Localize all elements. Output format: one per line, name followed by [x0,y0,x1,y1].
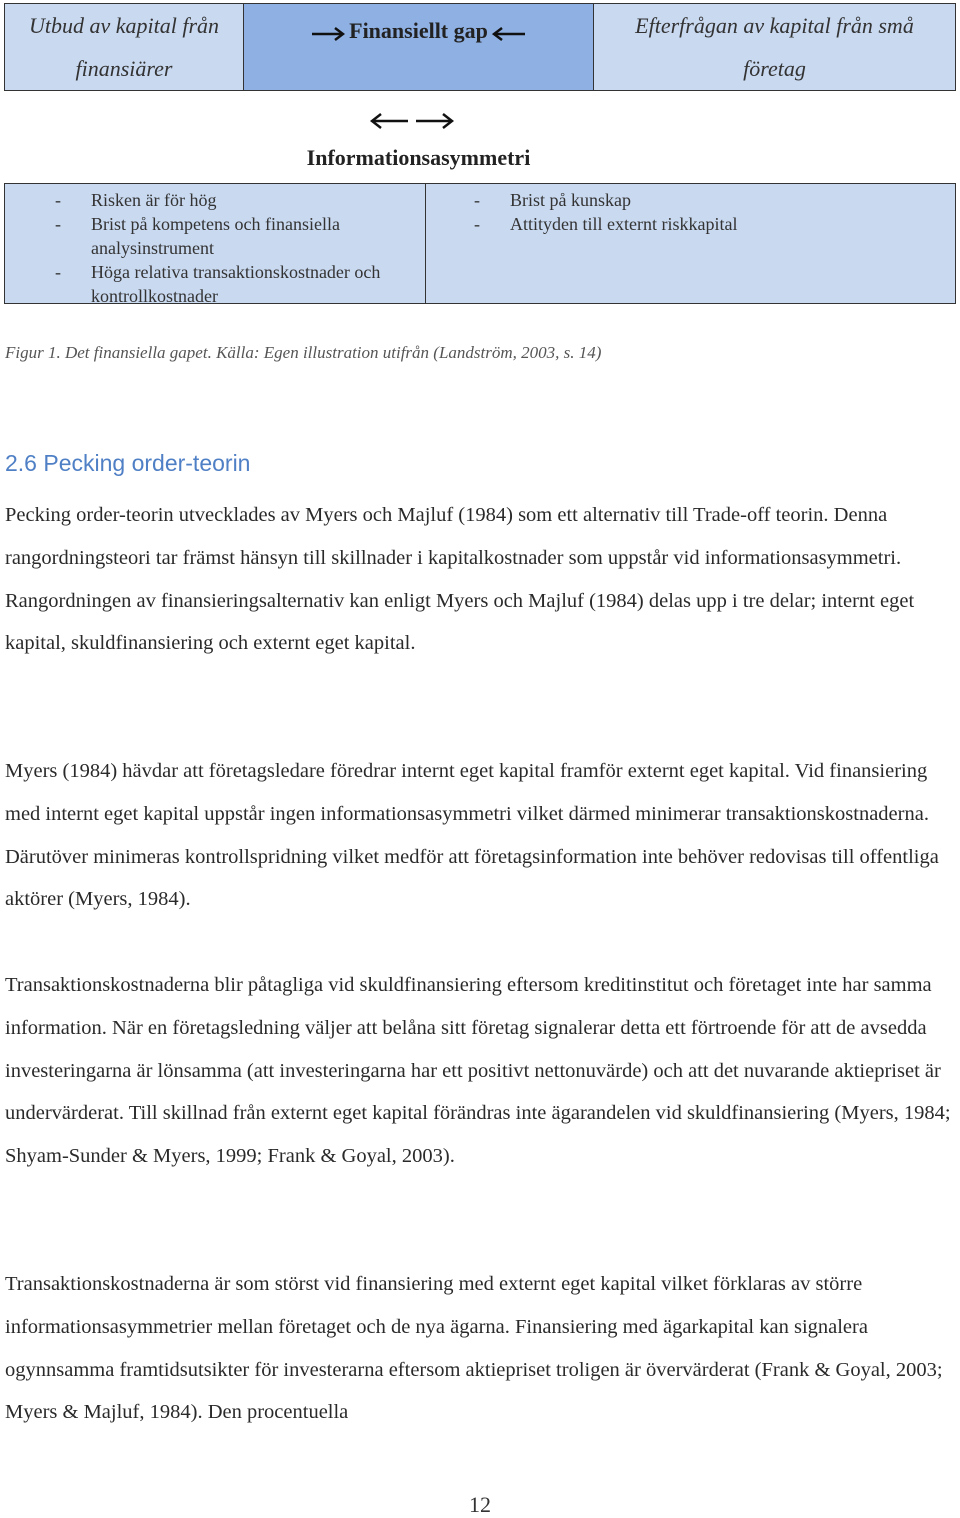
list-item: - Höga relativa transaktionskostnader och kontrollkostnader [55,260,395,308]
paragraph-text: Myers (1984) hävdar att företagsledare föredrar internt eget kapital framför externt eget kapital. Vid finansiering med internt eget kapital uppstår ingen informationsasymmetri vilket därmed minimerar transaktionskostnaderna. Därutöver minimeras kontrollspridning vilket medför att företagsinformation inte behöver redovisas till offentliga aktörer (Myers, 1984). [5,760,939,911]
demand-reasons-list [474,188,934,236]
paragraph [5,1263,955,1434]
information-asymmetry-label: Informationsasymmetri [306,145,531,170]
supply-reasons-box [4,183,426,304]
supply-box-line1: Utbud av kapital från [28,13,220,38]
list-item: - Brist på kunskap [474,188,934,212]
paragraph-text: Transaktionskostnaderna blir påtagliga vid skuldfinansiering eftersom kreditinstitut och företaget inte har samma information. När en företagsledning väljer att belåna sitt företag signalerar detta ett förtroende för att de avsedda investeringarna är lönsamma (att investeringarna har ett positivt nettonuvärde) och att det nuvarande aktiepriset är undervärderat. Till skillnad från externt eget kapital förändras inte ägarandelen vid skuldfinansiering (Myers, 1984; Shyam-Sunder & Myers, 1999; Frank & Goyal, 2003). [5,974,951,1168]
section-heading: 2.6 Pecking order-teorin [5,450,251,476]
double-arrow-icon [370,111,454,131]
page-number: 12 [469,1492,491,1517]
paragraph [5,964,955,1178]
paragraph [5,750,955,921]
list-item: - Brist på kompetens och finansiella analysinstrument [55,212,395,260]
paragraph-text: Transaktionskostnaderna är som störst vid finansiering med externt eget kapital vilket förklaras av större informationsasymmetrier mellan företaget och de nya ägarna. Finansiering med ägarkapital kan signalera ogynnsamma framtidsutsikter för investerarna eftersom aktiepriset troligen är övervärderat (Frank & Goyal, 2003; Myers & Majluf, 1984). Den procentuella [5,1273,943,1424]
arrow-left-icon [492,27,526,41]
supply-reasons-list [55,188,395,308]
paragraph [5,494,955,665]
financial-gap-box [243,3,594,91]
demand-reasons-box [425,183,956,304]
demand-box [593,3,956,91]
list-item: - Attityden till externt riskkapital [474,212,934,236]
arrow-right-icon [311,27,345,41]
figure-caption: Figur 1. Det finansiella gapet. Källa: Egen illustration utifrån (Landström, 2003, s. 14) [5,343,602,362]
demand-box-line2: företag [743,56,806,81]
list-item: - Risken är för hög [55,188,395,212]
demand-box-line1: Efterfrågan av kapital från små [635,13,914,38]
financial-gap-label: Finansiellt gap [349,18,488,43]
paragraph-text: Pecking order-teorin utvecklades av Myers och Majluf (1984) som ett alternativ till Trade-off teorin. Denna rangordningsteori tar främst hänsyn till skillnader i kapitalkostnader som uppstår vid informationsasymmetri. Rangordningen av finansieringsalternativ kan enligt Myers och Majluf (1984) delas upp i tre delar; internt eget kapital, skuldfinansiering och externt eget kapital. [5,504,915,655]
supply-box [4,3,244,91]
supply-box-line2: finansiärer [75,56,173,81]
